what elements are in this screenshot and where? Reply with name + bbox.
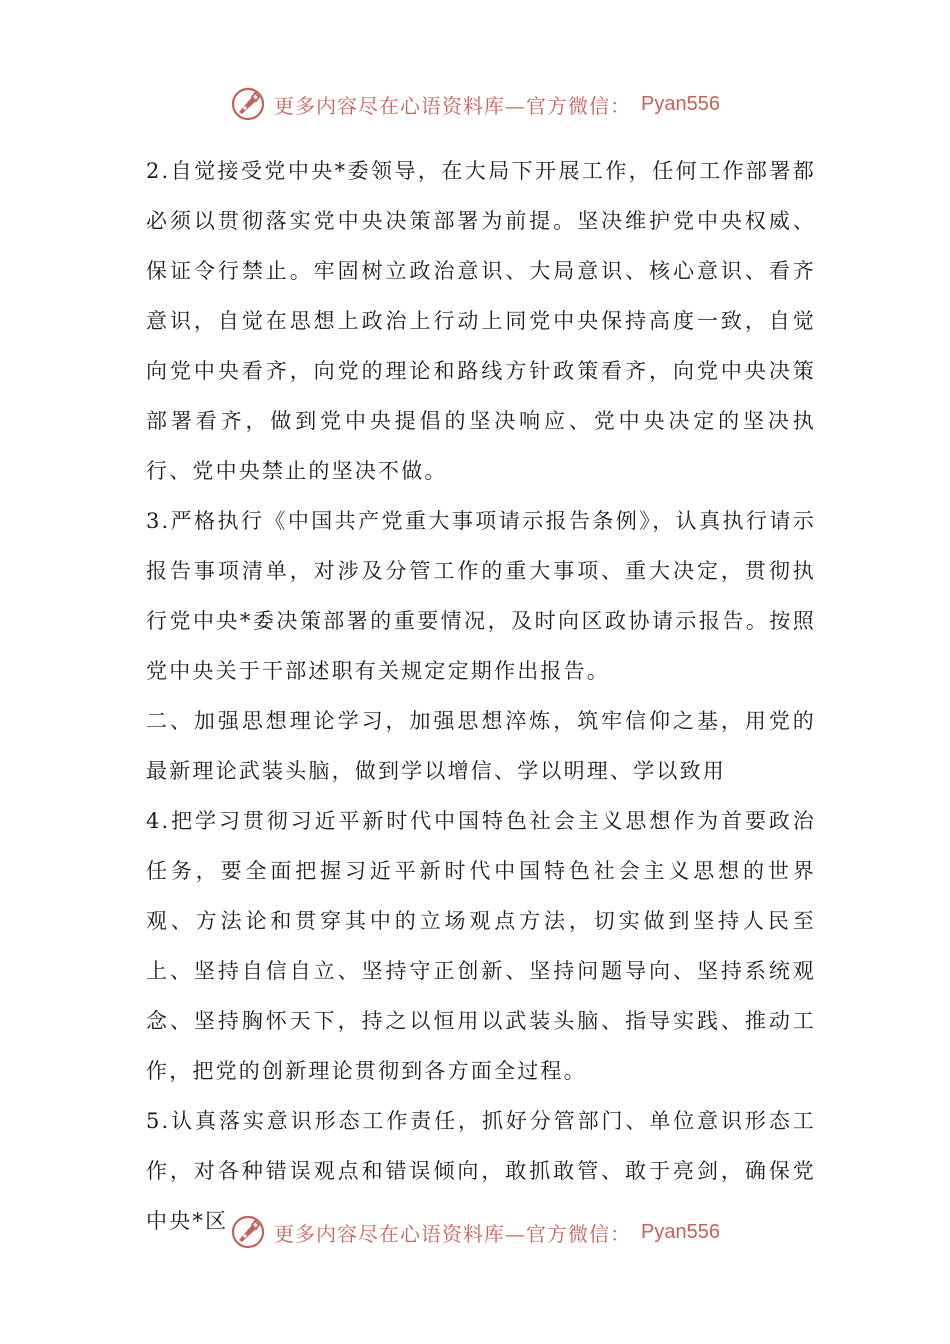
footer-watermark (0, 1212, 950, 1252)
paragraph-item-3: 3.严格执行《中国共产党重大事项请示报告条例》，认真执行请示报告事项清单，对涉及分管工作的重大事项、重大决定，贯彻执行党中央*委决策部署的重要情况，及时向区政协请示报告。按照党中央关于干部述职有关规定定期作出报告。 (146, 509, 816, 683)
watermark-text: 更多内容尽在心语资料库—官方微信： (274, 1221, 632, 1246)
paragraph-item-5: 5.认真落实意识形态工作责任，抓好分管部门、单位意识形态工作，对各种错误观点和错误倾向，敢抓敢管、敢于亮剑，确保党中央*区 (146, 1109, 816, 1233)
watermark-wechat-id: Pyan556 (641, 92, 720, 115)
section-heading-2: 二、加强思想理论学习，加强思想淬炼，筑牢信仰之基，用党的最新理论武装头脑，做到学以增信、学以明理、学以致用 (146, 709, 816, 783)
watermark-text: 更多内容尽在心语资料库—官方微信： (274, 93, 632, 118)
header-watermark (0, 84, 950, 124)
pen-nib-icon (230, 86, 266, 122)
pen-nib-icon (230, 1214, 266, 1250)
paragraph-item-2: 2.自觉接受党中央*委领导，在大局下开展工作，任何工作部署都必须以贯彻落实党中央决策部署为前提。坚决维护党中央权威、保证令行禁止。牢固树立政治意识、大局意识、核心意识、看齐意识，自觉在思想上政治上行动上同党中央保持高度一致，自觉向党中央看齐，向党的理论和路线方针政策看齐，向党中央决策部署看齐，做到党中央提倡的坚决响应、党中央决定的坚决执行、党中央禁止的坚决不做。 (146, 159, 816, 483)
paragraph-item-4: 4.把学习贯彻习近平新时代中国特色社会主义思想作为首要政治任务，要全面把握习近平新时代中国特色社会主义思想的世界观、方法论和贯穿其中的立场观点方法，切实做到坚持人民至上、坚持自信自立、坚持守正创新、坚持问题导向、坚持系统观念、坚持胸怀天下，持之以恒用以武装头脑、指导实践、推动工作，把党的创新理论贯彻到各方面全过程。 (146, 809, 816, 1083)
watermark-wechat-id: Pyan556 (641, 1220, 720, 1243)
document-body (146, 146, 816, 1246)
